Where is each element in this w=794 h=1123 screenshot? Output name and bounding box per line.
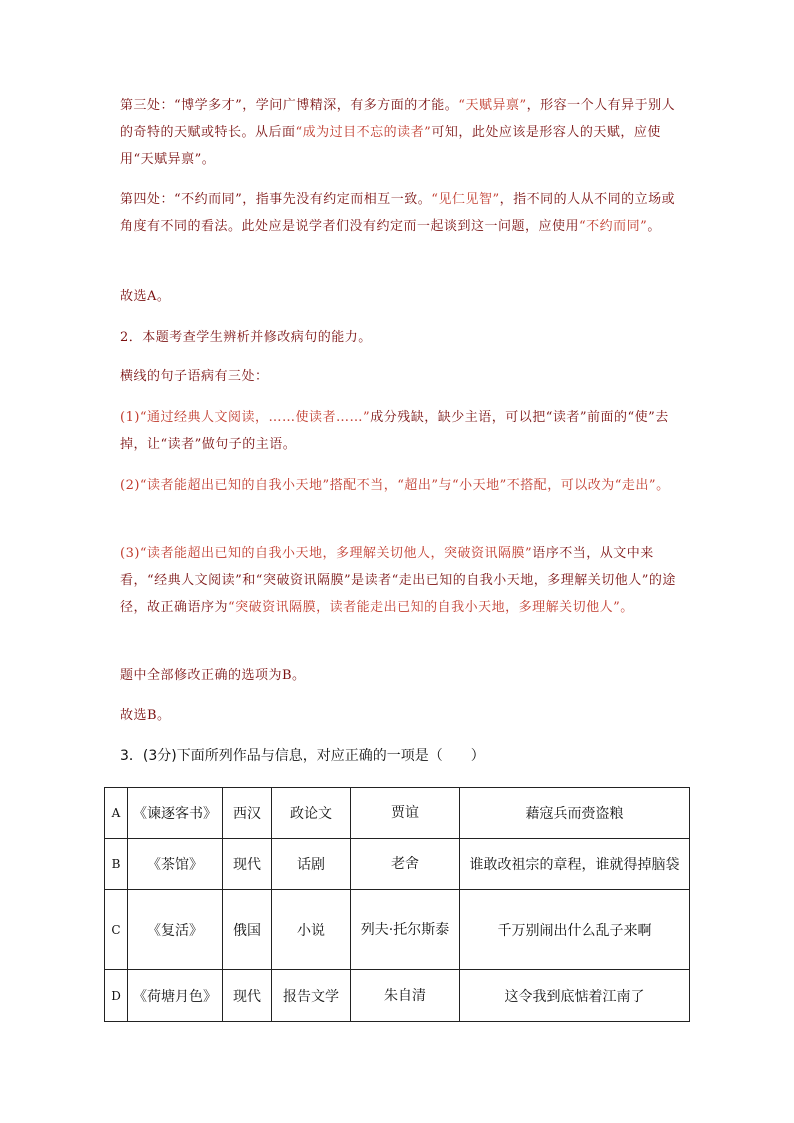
era-cell: 俄国: [223, 890, 272, 970]
author-cell: 贾谊: [351, 788, 460, 839]
genre-cell: 话剧: [272, 839, 351, 890]
quote-cell: 千万别闹出什么乱子来啊: [460, 890, 690, 970]
work-title-cell: 《荷塘月色》: [128, 970, 223, 1022]
genre-cell: 政论文: [272, 788, 351, 839]
highlight-phrase: “成为过目不忘的读者”: [295, 125, 432, 140]
option-letter: B: [105, 839, 128, 890]
option-letter: C: [105, 890, 128, 970]
highlight-phrase: (1)“通过经典人文阅读，……使读者……”: [120, 410, 371, 425]
author-cell: 朱自清: [351, 970, 460, 1022]
author-cell: 老舍: [351, 839, 460, 890]
table-row: [105, 839, 690, 890]
error-count-line: 横线的句子语病有三处：: [120, 369, 269, 384]
work-title-cell: 《复活》: [128, 890, 223, 970]
era-cell: 现代: [223, 839, 272, 890]
highlight-phrase: (2)“读者能超出已知的自我小天地”搭配不当，“超出”与“小天地”不搭配，可以改为“走出”。: [120, 478, 670, 493]
question-2-intro: 2．本题考查学生辨析并修改病句的能力。: [120, 330, 372, 345]
genre-cell: 小说: [272, 890, 351, 970]
text-segment: 成分残缺，缺少主语，可以把“读者”前面的“使”去掉，让“读者”做句子的主语。: [120, 410, 669, 452]
quote-cell: 谁敢改祖宗的章程，谁就得掉脑袋: [460, 839, 690, 890]
table-row: [105, 788, 690, 839]
text-segment: ，形容一个人有异于别人的奇特的天赋或特长。从后面: [120, 98, 676, 140]
text-segment: 第四处：“不约而同”，指事先没有约定而相互一致。: [120, 192, 432, 207]
quote-cell: 这令我到底惦着江南了: [460, 970, 690, 1022]
highlight-phrase: “突破资讯隔膜，读者能走出已知的自我小天地，多理解关切他人”。: [228, 600, 634, 615]
era-cell: 现代: [223, 970, 272, 1022]
text-segment: 语序不当，从文中来看，“经典人文阅读”和“突破资讯隔膜”是读者“走出已知的自我小天地，多理解关切他人”的途径，故正确语序为: [120, 546, 676, 615]
highlight-phrase: “天赋异禀”: [458, 98, 527, 113]
text-segment: ，指不同的人从不同的立场或角度有不同的看法。此处应是说学者们没有约定而一起谈到这一问题，应使用: [120, 192, 676, 234]
genre-cell: 报告文学: [272, 970, 351, 1022]
table-row: [105, 890, 690, 970]
work-title-cell: 《茶馆》: [128, 839, 223, 890]
error-item-2: [120, 472, 680, 499]
work-title-cell: 《谏逐客书》: [128, 788, 223, 839]
author-cell: 列夫·托尔斯泰: [351, 890, 460, 970]
text-segment: 第三处：“博学多才”，学问广博精深，有多方面的才能。: [120, 98, 459, 113]
answer-b: 故选B。: [120, 708, 171, 723]
paragraph-third-point: [120, 92, 680, 173]
highlight-phrase: “不约而同”: [579, 219, 648, 234]
table-row: [105, 970, 690, 1022]
question-3-title: 3．(3分)下面所列作品与信息，对应正确的一项是（ ）: [120, 748, 485, 764]
paragraph-fourth-point: [120, 186, 680, 240]
options-table: [104, 787, 690, 1022]
text-segment: 可知，此处应该是形容人的天赋，应使用“天赋异禀”。: [120, 125, 661, 167]
highlight-phrase: “见仁见智”: [431, 192, 500, 207]
era-cell: 西汉: [223, 788, 272, 839]
error-item-1: [120, 404, 680, 458]
option-letter: D: [105, 970, 128, 1022]
error-item-3: [120, 540, 680, 621]
option-letter: A: [105, 788, 128, 839]
highlight-phrase: (3)“读者能超出已知的自我小天地，多理解关切他人，突破资讯隔膜”: [120, 546, 533, 561]
answer-a: 故选A。: [120, 289, 171, 304]
correct-option-line: 题中全部修改正确的选项为B。: [120, 668, 306, 683]
quote-cell: 藉寇兵而赍盗粮: [460, 788, 690, 839]
text-segment: 。: [647, 219, 661, 234]
